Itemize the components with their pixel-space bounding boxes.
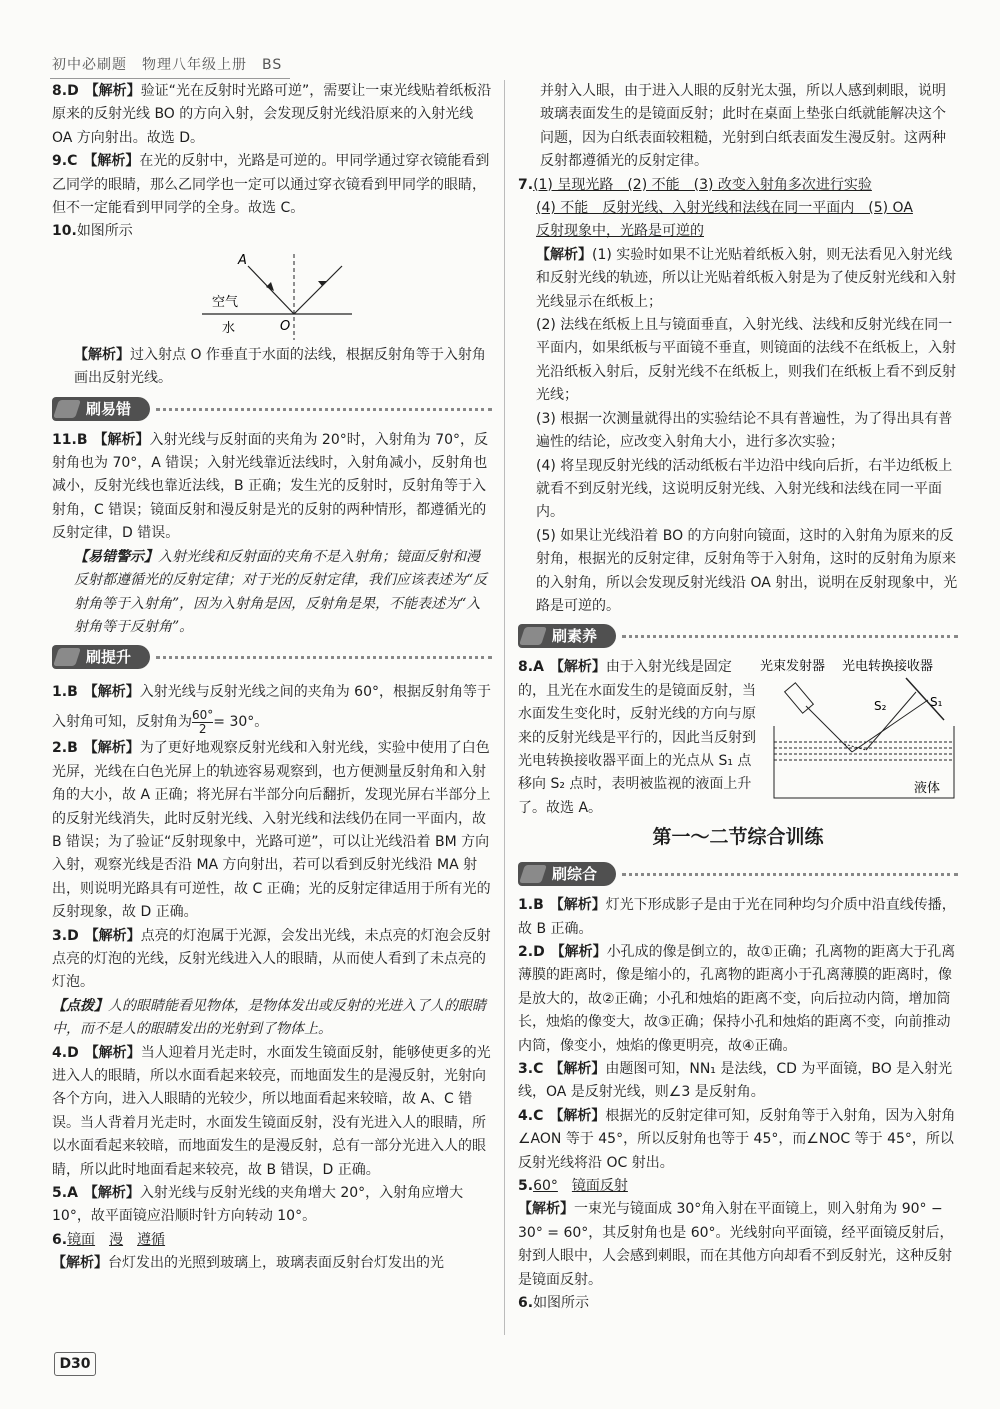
label-s2: S₂ [874,699,887,714]
answer-10: 10.如图所示 [52,223,133,240]
answer-z5-explain: 【解析】一束光与镜面成 30°角入射在平面镜上，则入射角为 90° − 30° = 60°，其反射角也是 60°。光线射向平面镜，经平面镜反射后，射到人眼中，人会感到刺眼，而在其他方向却看不到反射光，这种反射是镜面反射。 [518,1201,954,1288]
label-emitter: 光束发射器 [760,659,826,675]
answer-z2: 2.D 【解析】小孔成的像是倒立的，故①正确；孔离物的距离大于孔离薄膜的距离时，像是缩小的，孔离物的距离小于孔离薄膜的距离时，像是放大的，故②正确；小孔和烛焰的距离不变，向后拉动内筒，增加筒长，烛焰的像变大，故③正确；保持小孔和烛焰的距离不变，向前推动内筒，像变小，烛焰的像更明亮，故④正确。 [518,944,956,1054]
answer-t3-tip: 【点拨】人的眼睛能看见物体，是物体发出或反射的光进入了人的眼睛中，而不是人的眼睛发出的光射到了物体上。 [52,997,486,1038]
section-badge: 刷素养 [518,624,616,648]
liquid-svg [756,656,956,806]
page-number: D30 [54,1352,96,1376]
answer-t6: 6.镜面 漫 遵循 [52,1231,166,1248]
right-column [518,80,958,1316]
label-a: A [238,252,247,268]
reflection-svg [52,244,492,344]
section-badge: 刷易错 [52,397,150,421]
incident-ray [248,266,294,314]
pen-icon [53,400,81,418]
dotted-rule [622,635,958,638]
pen-icon [519,627,547,645]
answer-9: 9.C 【解析】在光的反射中，光路是可逆的。甲同学通过穿衣镜能看到乙同学的眼睛，那么乙同学也一定可以通过穿衣镜看到甲同学的眼睛，但不一定能看到甲同学的全身。故选 C。 [52,153,490,217]
label-air: 空气 [212,294,239,310]
section-badge: 刷提升 [52,645,150,669]
pen-icon [519,865,547,883]
header-rule [50,78,290,79]
answer-8: 8.D 【解析】验证“光在反射时光路可逆”，需要让一束光线贴着纸板沿原来的反射光线 BO 的方向入射，会发现反射光线沿原来的入射光线 OA 方向射出。故选 D。 [52,83,492,146]
answer-z1: 1.B 【解析】灯光下形成影子是由于光在同种均匀介质中沿直线传播，故 B 正确。 [518,897,956,937]
answer-7: 7.(1) 呈现光路 (2) 不能 (3) 改变入射角多次进行实验 [518,176,872,193]
answer-t4: 4.D 【解析】当人迎着月光走时，水面发生镜面反射，能够使更多的光进入人的眼睛，所以水面看起来较亮，而地面发生的是漫反射，光射向各个方向，进入人眼睛的光较少，所以地面看起来较暗，故 A、C 错误。当人背着月光走时，水面发生镜面反射，没有光进入人的眼睛，所以水面看起来较暗，而地面发生的是漫反射，总有一部分光进入人的眼睛，所以此时地面看起来较亮，故 B 错误，D 正确。 [52,1044,491,1178]
section-zonghe [518,860,958,890]
answer-7-exp3: (3) 根据一次测量就得出的实验结论不具有普遍性，为了得出具有普遍性的结论，应改变入射角大小，进行多次实验； [536,410,953,451]
label-o: O [280,318,291,334]
dotted-rule [156,408,492,411]
reflected-beam-s1 [852,700,928,752]
left-column [52,80,492,1276]
answer-s8 [518,656,958,820]
answer-t6-continued: 并射入人眼，由于进入人眼的反射光太强，所以人感到刺眼，说明玻璃表面发生的是镜面反射；此时在桌面上垫张白纸就能解决这个问题，因为白纸表面较粗糙，光射到白纸表面发生漫反射。这两种反射都遵循光的反射定律。 [540,83,946,170]
answer-t6-explain: 【解析】台灯发出的光照到玻璃上，玻璃表面反射台灯发出的光 [52,1255,444,1272]
section-tisheng [52,643,492,673]
answer-7-line3: 反射现象中，光路是可逆的 [536,223,704,240]
dotted-rule [156,656,492,659]
answer-t5: 5.A 【解析】入射光线与反射光线的夹角增大 20°，入射角应增大 10°，故平面镜应沿顺时针方向转动 10°。 [52,1185,464,1225]
answer-s8-text: 8.A 【解析】由于入射光线是固定的，且光在水面发生的是镜面反射，当水面发生变化时，反射光线的方向与原来的反射光线是平行的，因此当反射到光电转换接收器平面上的光点从 S₁ 点移向 S₂ 点时，表明被监视的液面上升了。故选 A。 [518,659,756,816]
reflection-diagram [52,244,492,344]
answer-7-exp2: (2) 法线在纸板上且与镜面垂直，入射光线、法线和反射光线在同一平面内，如果纸板与平面镜不垂直，则镜面的法线不在纸板上，入射光沿纸板入射后，反射光线不在纸板上，则我们在纸板上看不到反射光线； [536,317,956,404]
incident-beam [806,706,852,752]
answer-z3: 3.C 【解析】由题图可知，NN₁ 是法线，CD 为平面镜，BO 是入射光线，OA 是反射光线，则∠3 是反射角。 [518,1061,953,1101]
label-liquid: 液体 [914,781,941,797]
answer-7-exp4: (4) 将呈现反射光线的活动纸板右半边沿中线向后折，右半边纸板上就看不到反射光线，这说明反射光线、入射光线和法线在同一平面内。 [536,457,953,521]
section-suyang [518,622,958,652]
answer-11: 11.B 【解析】入射光线与反射面的夹角为 20°时，入射角为 70°，反射角也为 70°，A 错误；入射光线靠近法线时，入射角减小，反射角也减小，反射光线也靠近法线，B 正确；发生光的反射时，反射角等于入射角，C 错误；镜面反射和漫反射是光的反射的两种情形，都遵循光的反射定律，D 错误。 [52,431,489,542]
answer-t1: 1.B 【解析】入射光线与反射光线之间的夹角为 60°，根据反射角等于入射角可知，反射角为 $\frac{60^\circ}{2}$ = 30°。 [52,684,491,736]
section-badge: 刷综合 [518,862,616,886]
answer-7-exp5: (5) 如果让光线沿着 BO 的方向射向镜面，这时的入射角为原来的反射角，根据光的反射定律，反射角等于入射角，这时的反射角为原来的入射角，所以会发现反射光线沿 OA 射出，说明在反射现象中，光路是可逆的。 [536,527,958,614]
answer-10-explain: 【解析】过入射点 O 作垂直于水面的法线，根据反射角等于入射角画出反射光线。 [74,346,486,387]
label-s1: S₁ [930,695,943,710]
label-water: 水 [222,320,236,336]
answer-t3: 3.D 【解析】点亮的灯泡属于光源，会发出光线，未点亮的灯泡会反射点亮的灯泡的光线，反射光线进入人的眼睛，从而使人看到了未点亮的灯泡。 [52,927,491,991]
liquid-level-diagram [756,656,956,806]
section-yicuo [52,395,492,425]
column-divider [504,80,505,1335]
section-title: 第一～二节综合训练 [652,826,824,849]
answer-z6: 6.如图所示 [518,1295,590,1312]
page-header: 初中必刷题 物理八年级上册 BS [52,57,283,73]
dotted-rule [622,873,958,876]
answer-z4: 4.C 【解析】根据光的反射定律可知，反射角等于入射角，因为入射角∠AON 等于 45°，所以反射角也等于 45°，而∠NOC 等于 45°，所以反射光线将沿 OC 射出。 [518,1107,956,1171]
fraction: $\frac{60^\circ}{2}$ [192,707,214,736]
reflected-ray [294,266,342,314]
answer-7-line2: (4) 不能 反射光线、入射光线和法线在同一平面内 (5) OA [536,200,913,217]
answer-7-exp1: 【解析】(1) 实验时如果不让光贴着纸板入射，则无法看见入射光线和反射光线的轨迹，所以让光贴着纸板入射是为了使反射光线和入射光线显示在纸板上； [536,246,956,310]
answer-11-warning: 【易错警示】入射光线和反射面的夹角不是入射角；镜面反射和漫反射都遵循光的反射定律；对于光的反射定律，我们应该表述为“反射角等于入射角”，因为入射角是因，反射角是果，不能表述为“入射角等于反射角”。 [74,548,488,635]
answer-t2: 2.B 【解析】为了更好地观察反射光线和入射光线，实验中使用了白色光屏，光线在白色光屏上的轨迹容易观察到，也方便测量反射角和入射角的大小，故 A 正确；将光屏右半部分向后翻折，发现光屏右半部分上的反射光线消失，此时反射光线、入射光线和法线仍在同一平面内，故 B 错误；为了验证“反射现象中，光路可逆”，可以让光线沿着 BM 方向入射，观察光线是否沿 MA 方向射出，若可以看到反射光线沿 MA 射出，则说明光路具有可逆性，故 C 正确；光的反射定律适用于所有光的反射现象，故 D 正确。 [52,740,491,921]
label-receiver: 光电转换接收器 [842,659,934,675]
reflected-arrow [318,281,327,286]
answer-z5: 5.60° 镜面反射 [518,1178,628,1195]
pen-icon [53,648,81,666]
